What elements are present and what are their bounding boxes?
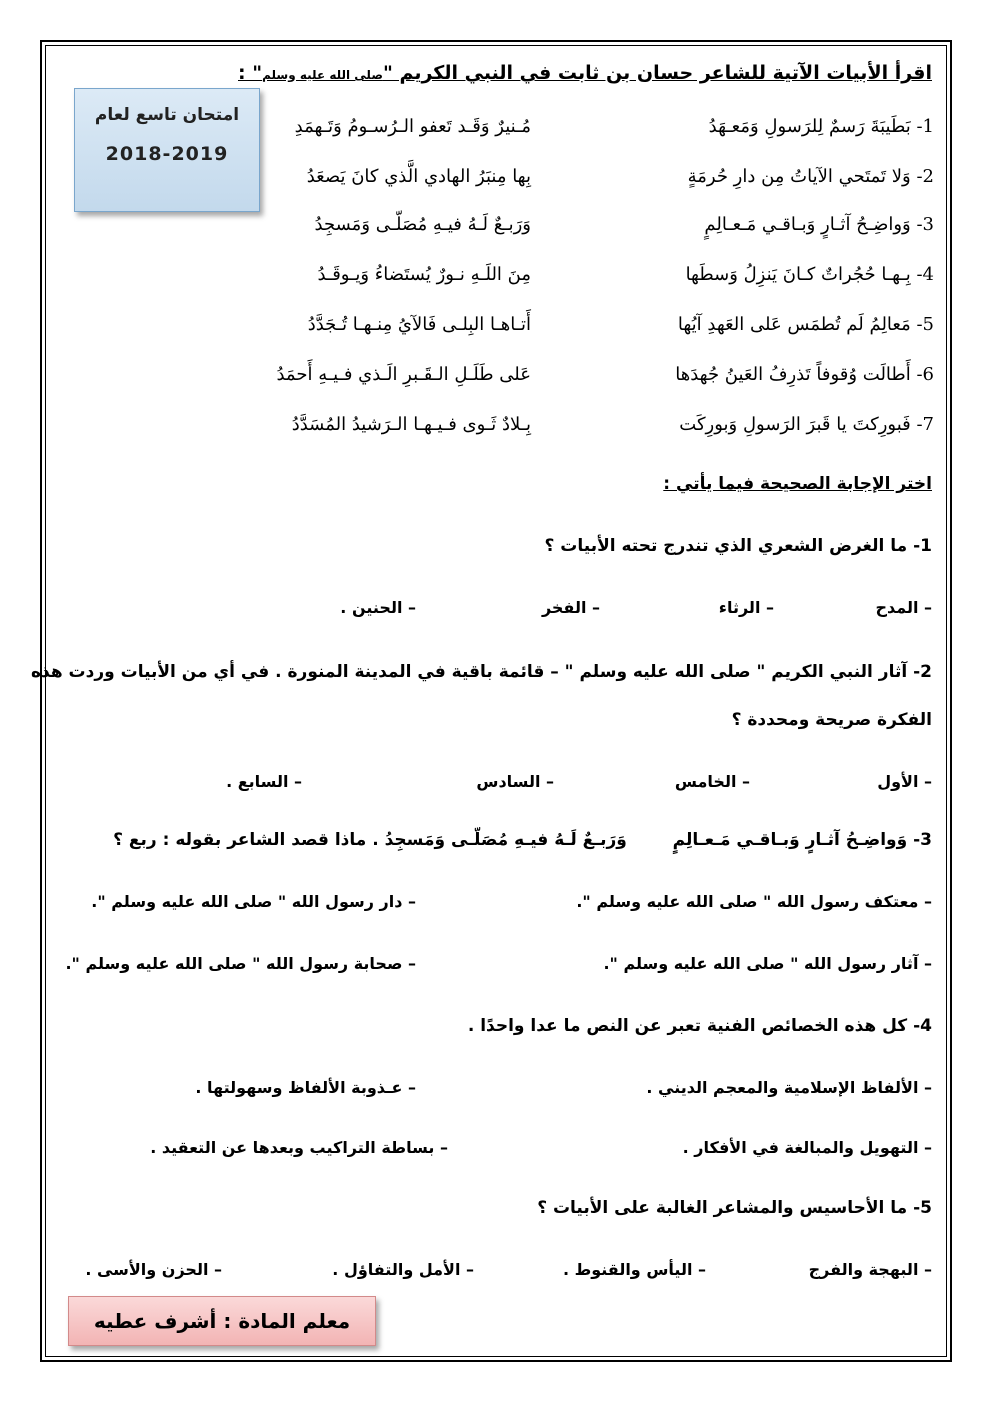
q3-option-3: – آثار رسول الله " صلى الله عليه وسلم ". xyxy=(603,954,932,973)
verse-4-first-half: 4- بِـهـا حُجُراتٌ كـانَ يَنزِلُ وَسطَها xyxy=(685,264,934,285)
q3-option-2: – دار رسول الله " صلى الله عليه وسلم ". xyxy=(91,892,416,911)
exam-year: 2018-2019 xyxy=(105,143,229,165)
verse-2-second-half: بِها مِنبَرُ الهادي الَّذي كانَ يَصعَدُ xyxy=(306,166,531,187)
q1-option-1: – المدح xyxy=(875,598,932,617)
question-4: 4- كل هذه الخصائص الفنية تعبر عن النص ما عدا واحدًا . xyxy=(467,1016,932,1036)
q1-option-2: – الرثاء xyxy=(718,598,774,617)
q1-option-3: – الفخر xyxy=(541,598,600,617)
question-1: 1- ما الغرض الشعري الذي تندرج تحته الأبيات ؟ xyxy=(544,536,932,556)
verse-4-second-half: مِنَ اللَـهِ نـورٌ يُستَضاءُ وَيـوقَـدُ xyxy=(317,264,531,285)
q4-option-2: – عـذوبة الألفاظ وسهولتها . xyxy=(195,1078,416,1097)
q5-option-1: – البهجة والفرج xyxy=(808,1260,932,1279)
verse-7-second-half: بِـلادٌ ثَـوى فـيـهـا الـرَشيدُ المُسَدَّدُ xyxy=(291,414,531,435)
q4-option-1: – الألفاظ الإسلامية والمعجم الديني . xyxy=(646,1078,932,1097)
verse-5-first-half: 5- مَعالِمُ لَم تُطمَس عَلى العَهدِ آيُها xyxy=(677,314,934,335)
verse-7-first-half: 7- فَبورِكتَ يا قَبرَ الرَسولِ وَبورِكَت xyxy=(679,414,934,435)
verse-1-first-half: 1- بَطَيبَةَ رَسمٌ لِلرَسولِ وَمَعـهَدُ xyxy=(708,116,934,137)
q2-option-4: – السابع . xyxy=(226,772,302,791)
teacher-name-box: معلم المادة : أشرف عطيه xyxy=(68,1296,376,1346)
instruction-title: اقرأ الأبيات الآتية للشاعر حسان بن ثابت في النبي الكريم "صلى الله عليه وسلم" : xyxy=(238,62,932,84)
question-5: 5- ما الأحاسيس والمشاعر الغالبة على الأبيات ؟ xyxy=(537,1198,932,1218)
exam-label: امتحان تاسع لعام xyxy=(94,105,240,125)
q2-option-2: – الخامس xyxy=(674,772,750,791)
q5-option-4: – الحزن والأسى . xyxy=(85,1260,222,1279)
page-border-inner xyxy=(45,45,947,1357)
question-3 xyxy=(113,830,932,850)
question-2-line-1: 2- آثار النبي الكريم " صلى الله عليه وسلم " – قائمة باقية في المدينة المنورة . في أي من الأبيات وردت هذه xyxy=(30,662,932,682)
q3-verse-first-half: 3- وَواضِـحُ آثـارٍ وَبـاقـي مَـعـالِمٍ xyxy=(672,830,932,850)
exam-info-box xyxy=(74,88,260,212)
verse-3-first-half: 3- وَواضِـحُ آثـارٍ وَبـاقـي مَـعـالِمٍ xyxy=(704,214,934,235)
q2-option-3: – السادس xyxy=(476,772,554,791)
title-salawat: صلى الله عليه وسلم xyxy=(262,68,383,82)
verse-3-second-half: وَرَبـعٌ لَـهُ فيـهِ مُصَلّـى وَمَسجِدُ xyxy=(314,214,531,235)
q3-option-4: – صحابة رسول الله " صلى الله عليه وسلم ". xyxy=(65,954,416,973)
section-title: اختر الإجابة الصحيحة فيما يأتي : xyxy=(663,474,932,494)
q5-option-3: – الأمل والتفاؤل . xyxy=(332,1260,474,1279)
verse-5-second-half: أَتـاهـا البِلـى فَالآيُ مِنـهـا تُـجَدَّدُ xyxy=(307,314,531,335)
q3-verse-second-half: وَرَبـعٌ لَـهُ فيـهِ مُصَلّـى وَمَسجِدُ . ماذا قصد الشاعر بقوله : ربع ؟ xyxy=(113,830,627,850)
q4-option-3: – التهويل والمبالغة في الأفكار . xyxy=(682,1138,932,1157)
verse-6-first-half: 6- أَطالَت وُقوفاً تَذرِفُ العَينُ جُهدَها xyxy=(675,364,934,385)
question-2-line-2: الفكرة صريحة ومحددة ؟ xyxy=(731,710,932,730)
q4-option-4: – بساطة التراكيب وبعدها عن التعقيد . xyxy=(150,1138,448,1157)
verse-2-first-half: 2- وَلا تَمتَحي الآياتُ مِن دارِ حُرمَةٍ xyxy=(687,166,934,187)
q3-option-1: – معتكف رسول الله " صلى الله عليه وسلم ". xyxy=(576,892,932,911)
verse-1-second-half: مُـنيرٌ وَقَـد تَعفو الـرُسـومُ وَتَـهمَدِ xyxy=(294,116,531,137)
q2-option-1: – الأول xyxy=(877,772,932,791)
q5-option-2: – اليأس والقنوط . xyxy=(562,1260,706,1279)
q1-option-4: – الحنين . xyxy=(340,598,416,617)
verse-6-second-half: عَلى طَلَـلِ الـقَـبرِ الَـذي فـيـهِ أَحمَدُ xyxy=(276,364,531,385)
